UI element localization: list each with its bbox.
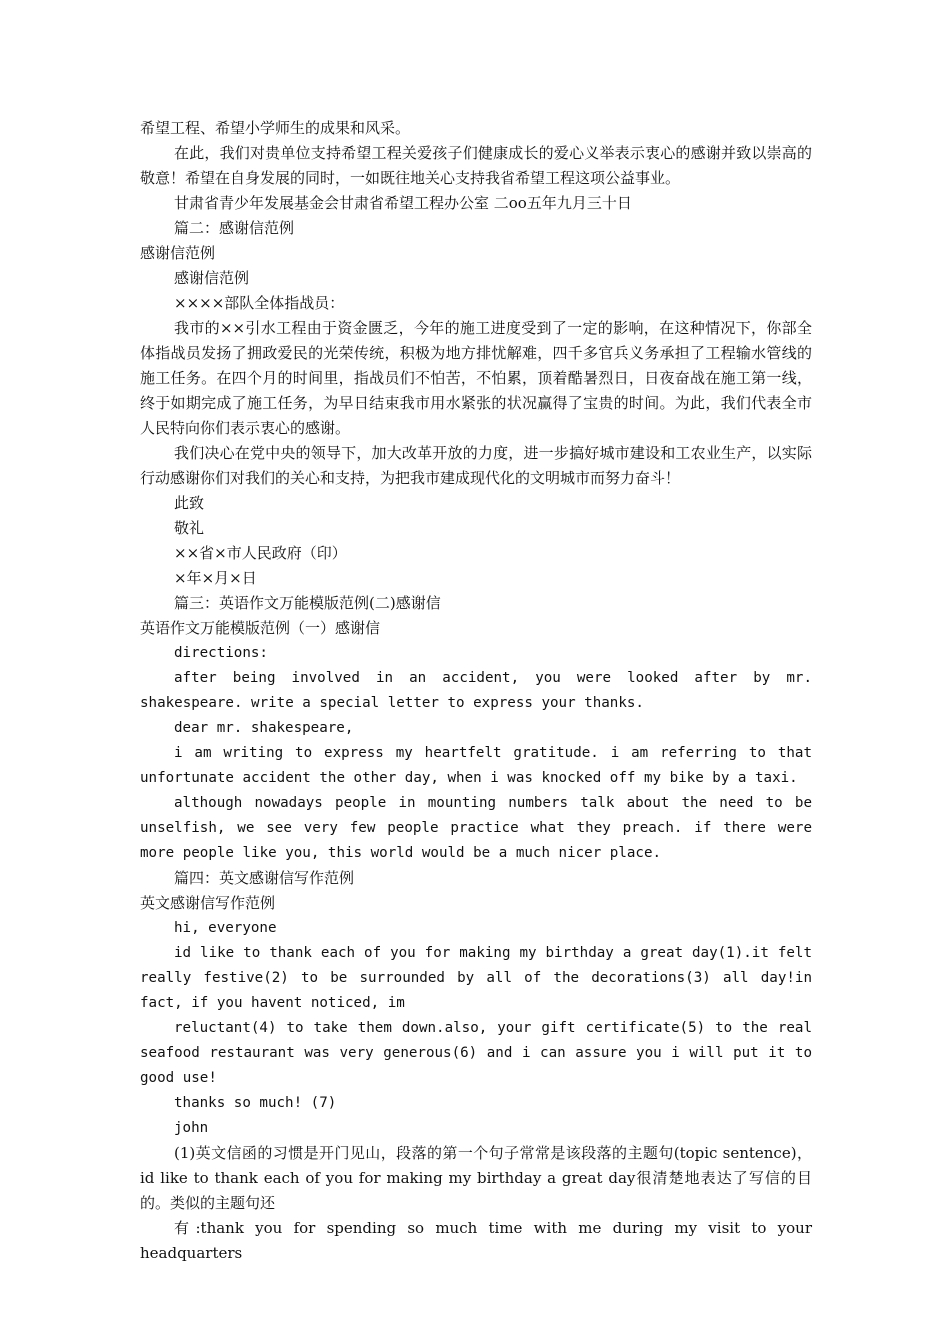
signature-line: 甘肃省青少年发展基金会甘肃省希望工程办公室 二oo五年九月三十日 [174, 194, 632, 212]
paragraph: dear mr. shakespeare, [174, 720, 354, 736]
section-title: 英文感谢信写作范例 [140, 894, 276, 912]
letter-title: 感谢信范例 [174, 269, 250, 287]
paragraph: 我们决心在党中央的领导下，加大改革开放的力度，进一步搞好城市建设和工农业生产，以实际行动感谢你们对我们的关心和支持，为把我市建成现代化的文明城市而努力奋斗！ [140, 444, 812, 487]
paragraph: hi, everyone [174, 920, 277, 936]
letter-salutation: ××××部队全体指战员： [174, 294, 345, 312]
paragraph: although nowadays people in mounting numbers talk about the need to be unselfish, we see very few people practice what they preach. if there were more people like you, this world would be a much nicer place. [140, 795, 812, 861]
paragraph: after being involved in an accident, you were looked after by mr. shakespeare. write a special letter to express your thanks. [140, 670, 812, 711]
paragraph: 我市的××引水工程由于资金匮乏，今年的施工进度受到了一定的影响，在这种情况下，你部全体指战员发扬了拥政爱民的光荣传统，积极为地方排忧解难，四千多官兵义务承担了工程输水管线的施工任务。在四个月的时间里，指战员们不怕苦，不怕累，顶着酷暑烈日，日夜奋战在施工第一线，终于如期完成了施工任务，为早日结束我市用水紧张的状况赢得了宝贵的时间。为此，我们代表全市人民特向你们表示衷心的感谢。 [140, 319, 812, 437]
paragraph: 在此，我们对贵单位支持希望工程关爱孩子们健康成长的爱心义举表示衷心的感谢并致以崇高的敬意！希望在自身发展的同时，一如既往地关心支持我省希望工程这项公益事业。 [140, 144, 812, 187]
section-heading: 篇四：英文感谢信写作范例 [174, 869, 355, 887]
letter-closing: 敬礼 [174, 519, 205, 537]
section-heading: 篇三：英语作文万能模版范例(二)感谢信 [174, 594, 441, 612]
paragraph: thanks so much! (7) [174, 1095, 337, 1111]
paragraph: 有:thank you for spending so much time with me during my visit to your headquarters [140, 1219, 812, 1262]
letter-date: ×年×月×日 [174, 569, 257, 587]
section-heading: 篇二：感谢信范例 [174, 219, 295, 237]
letter-closing: 此致 [174, 494, 205, 512]
paragraph: reluctant(4) to take them down.also, your gift certificate(5) to the real seafood restaurant was very generous(6) and i can assure you i will put it to good use! [140, 1020, 812, 1086]
document-body [140, 116, 812, 1266]
letter-signature: ××省×市人民政府（印） [174, 544, 347, 562]
paragraph: (1)英文信函的习惯是开门见山，段落的第一个句子常常是该段落的主题句(topic sentence)，id like to thank each of you for making my birthday a great day很清楚地表达了写信的目的。类似的主题句还 [140, 1144, 812, 1212]
paragraph: 希望工程、希望小学师生的成果和风采。 [140, 119, 411, 137]
paragraph: directions: [174, 645, 268, 661]
paragraph: id like to thank each of you for making my birthday a great day(1).it felt really festive(2) to be surrounded by all of the decorations(3) all day!in fact, if you havent noticed, im [140, 945, 812, 1011]
paragraph: i am writing to express my heartfelt gratitude. i am referring to that unfortunate accident the other day, when i was knocked off my bike by a taxi. [140, 745, 812, 786]
section-title: 英语作文万能模版范例（一）感谢信 [140, 619, 381, 637]
section-title: 感谢信范例 [140, 244, 216, 262]
paragraph: john [174, 1120, 209, 1136]
